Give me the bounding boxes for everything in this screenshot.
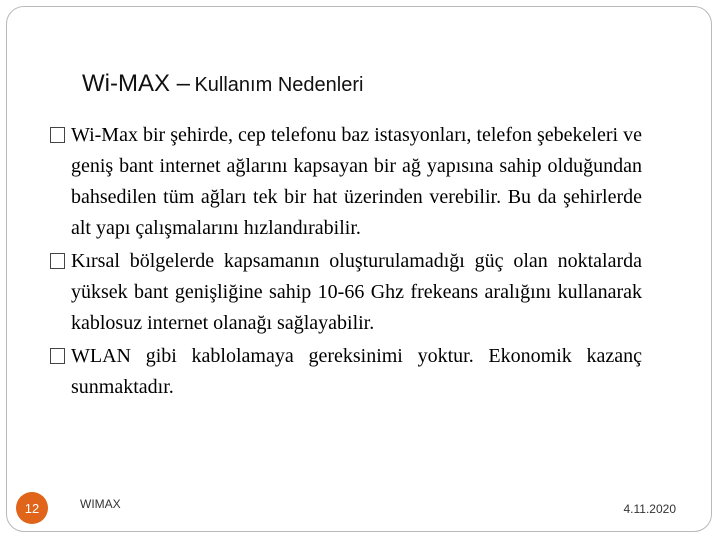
bullet-item [50, 341, 642, 403]
slide-title [82, 70, 363, 98]
bullet-item [50, 246, 642, 339]
footer-date: 4.11.2020 [623, 502, 676, 516]
page-number: 12 [24, 500, 40, 516]
checkbox-bullet-icon [50, 348, 65, 364]
footer-label: WIMAX [80, 497, 121, 511]
bullet-item [50, 120, 642, 244]
title-main: Wi-MAX – [82, 70, 190, 97]
page-number-badge [16, 492, 48, 524]
checkbox-bullet-icon [50, 253, 65, 269]
bullet-text: Wi-Max bir şehirde, cep telefonu baz istasyonları, telefon şebekeleri ve geniş bant internet ağlarını kapsayan bir ağ yapısına sahip olduğundan bahsedilen tüm ağları tek bir hat üzerinden verebilir. Bu da şehirlerde alt yapı çalışmalarını hızlandırabilir. [71, 124, 642, 239]
bullet-list [50, 120, 642, 405]
bullet-text: WLAN gibi kablolamaya gereksinimi yoktur. Ekonomik kazanç sunmaktadır. [71, 345, 642, 398]
title-sub: Kullanım Nedenleri [194, 74, 364, 96]
bullet-text: Kırsal bölgelerde kapsamanın oluşturulamadığı güç olan noktalarda yüksek bant genişliğine sahip 10-66 Ghz frekeans aralığını kullanarak kablosuz internet olanağı sağlayabilir. [71, 250, 642, 334]
checkbox-bullet-icon [50, 127, 65, 143]
